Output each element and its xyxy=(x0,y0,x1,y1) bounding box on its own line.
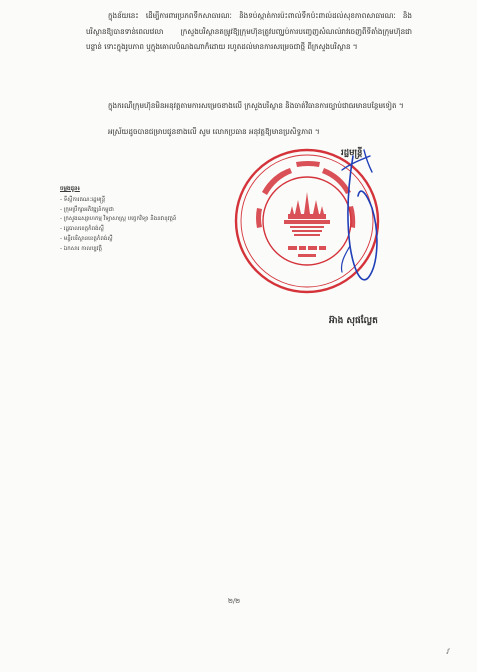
handwritten-signature xyxy=(320,146,400,296)
body-paragraph-2 xyxy=(86,98,412,114)
cc-list-item: - ទីស្តីការគណៈរដ្ឋមន្ត្រី xyxy=(60,196,106,203)
body-paragraph-2-text: ក្នុងករណីក្រុមហ៊ុនមិនអនុវត្តតាមការសម្រេចខាងលើ ក្រសួងបរិស្ថាន និងចាត់វិធានការច្បាប់ជាធរមានបន្ថែមទៀត ។ xyxy=(108,101,404,110)
cc-list-item: - ក្រុមប្រឹក្សាអភិវឌ្ឍន៍កម្ពុជា xyxy=(60,206,114,213)
initials-mark: វ xyxy=(446,647,449,656)
page-number: ២/២ xyxy=(228,597,241,605)
cc-list xyxy=(60,185,240,255)
body-paragraph-3 xyxy=(108,124,412,140)
signatory-name: អ៊ាង សុផល្លែត xyxy=(329,316,378,326)
cc-list-item: - ឯកសារ កាលប្បវត្តិ xyxy=(60,245,103,252)
body-paragraph-1 xyxy=(86,8,412,55)
cc-list-item: - រដ្ឋបាលខេត្តកំពង់ស្ពឺ xyxy=(60,226,104,233)
body-paragraph-1-text: ក្នុងន័យនេះ ដើម្បីការពារប្រភពទឹកសាធារណៈ និងទប់ស្កាត់ការប៉ះពាល់ទឹកប៉ះពាល់ដល់សុខភាពសាធារណៈ និងបរិស្ថានឱ្យបានទាន់ពេលវេលា ក្រសួងបរិស្ថានតម្រូវឱ្យក្រុមហ៊ុនត្រូវបញ្ឈប់ការបញ្ចេញសំណល់រាវចេញពីទីតាំងក្រុមហ៊ុនជាបន្ទាន់ ទោះក្នុងរូបភាព ឬក្នុងគោលបំណងណាក៏ដោយ រហូតដល់មានការសម្រេចជាថ្មី ពីក្រសួងបរិស្ថាន ។ xyxy=(86,11,412,51)
body-paragraph-3-text: អស្រ័យដូចបានជម្រាបជូនខាងលើ សូម លោកប្រធាន អនុវត្តឱ្យមានប្រសិទ្ធភាព ។ xyxy=(108,127,320,136)
cc-list-item: - មន្ទីរបរិស្ថានខេត្តកំពង់ស្ពឺ xyxy=(60,235,113,242)
cc-list-item: - ក្រសួងឧស្សាហកម្ម វិទ្យាសាស្ត្រ បច្ចេកវិទ្យា និងនវានុវត្តន៍ xyxy=(60,216,177,223)
cc-list-title: ចម្លងជូន៖ xyxy=(60,186,80,192)
signatory-title: រដ្ឋមន្ត្រី xyxy=(341,148,363,158)
